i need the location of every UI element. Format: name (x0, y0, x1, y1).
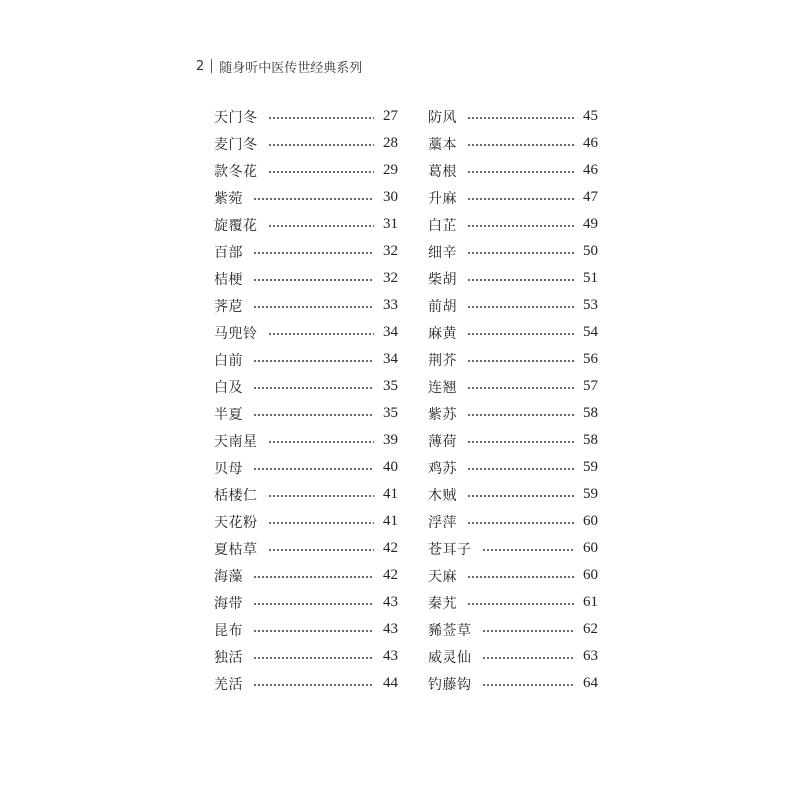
toc-entry (214, 103, 398, 130)
toc-entry-name: 荆芥 (428, 352, 457, 369)
toc-entry-name: 柴胡 (428, 271, 457, 288)
toc-entry-page: 42 (383, 540, 398, 556)
toc-entry-name: 威灵仙 (428, 649, 472, 666)
toc-entry-name: 麦门冬 (214, 136, 258, 153)
toc-entry-name: 羌活 (214, 676, 243, 693)
toc-entry-page: 51 (583, 270, 598, 286)
toc-entry (428, 589, 598, 616)
toc-entry-page: 43 (383, 621, 398, 637)
toc-entry (214, 292, 398, 319)
toc-entry (428, 103, 598, 130)
toc-entry-name: 藁本 (428, 136, 457, 153)
toc-entry-name: 独活 (214, 649, 243, 666)
toc-entry-name: 海带 (214, 595, 243, 612)
toc-entry-name: 防风 (428, 109, 457, 126)
dot-leader (467, 414, 574, 416)
dot-leader (467, 387, 574, 389)
toc-entry (428, 481, 598, 508)
toc-entry-page: 57 (583, 378, 598, 394)
toc-entry-name: 麻黄 (428, 325, 457, 342)
dot-leader (253, 387, 374, 389)
running-header (196, 56, 362, 76)
toc-entry-name: 桔梗 (214, 271, 243, 288)
dot-leader (268, 522, 375, 524)
dot-leader (253, 414, 374, 416)
toc-entry (214, 535, 398, 562)
toc-entry (428, 157, 598, 184)
toc-entry (214, 238, 398, 265)
toc-entry-name: 鸡苏 (428, 460, 457, 477)
dot-leader (467, 252, 574, 254)
toc-entry-page: 46 (583, 162, 598, 178)
toc-entry-page: 43 (383, 648, 398, 664)
dot-leader (253, 576, 374, 578)
dot-leader (268, 225, 375, 227)
toc-entry-page: 34 (383, 324, 398, 340)
toc-entry (428, 319, 598, 346)
toc-entry-name: 百部 (214, 244, 243, 261)
toc-entry (428, 238, 598, 265)
toc-entry-name: 秦艽 (428, 595, 457, 612)
toc-entry (214, 427, 398, 454)
toc-entry-name: 天花粉 (214, 514, 258, 531)
toc-entry-name: 葛根 (428, 163, 457, 180)
toc-entry (428, 616, 598, 643)
toc-entry-page: 33 (383, 297, 398, 313)
toc-entry-page: 50 (583, 243, 598, 259)
dot-leader (467, 225, 574, 227)
toc-entry (428, 643, 598, 670)
toc-entry-name: 紫菀 (214, 190, 243, 207)
dot-leader (467, 279, 574, 281)
toc-entry-name: 白前 (214, 352, 243, 369)
toc-entry (214, 670, 398, 697)
toc-entry-page: 60 (583, 540, 598, 556)
dot-leader (482, 684, 575, 686)
dot-leader (467, 333, 574, 335)
toc-entry-name: 紫苏 (428, 406, 457, 423)
dot-leader (268, 495, 375, 497)
toc-entry (214, 157, 398, 184)
dot-leader (253, 603, 374, 605)
toc-entry (428, 454, 598, 481)
toc-entry-name: 款冬花 (214, 163, 258, 180)
dot-leader (482, 549, 575, 551)
toc-entry (214, 319, 398, 346)
dot-leader (467, 522, 574, 524)
toc-entry-page: 28 (383, 135, 398, 151)
toc-entry-page: 53 (583, 297, 598, 313)
toc-column-right (428, 103, 598, 697)
toc-entry (214, 508, 398, 535)
dot-leader (253, 468, 374, 470)
toc-entry-page: 54 (583, 324, 598, 340)
toc-entry-name: 半夏 (214, 406, 243, 423)
toc-entry-page: 58 (583, 432, 598, 448)
toc-entry-page: 59 (583, 459, 598, 475)
toc-entry-name: 钓藤钩 (428, 676, 472, 693)
toc-entry-page: 34 (383, 351, 398, 367)
toc-entry-name: 海藻 (214, 568, 243, 585)
toc-entry-page: 46 (583, 135, 598, 151)
toc-entry (214, 400, 398, 427)
toc-entry (214, 346, 398, 373)
toc-entry (214, 130, 398, 157)
toc-entry-name: 前胡 (428, 298, 457, 315)
toc-entry-name: 天南星 (214, 433, 258, 450)
toc-entry (214, 481, 398, 508)
toc-entry-page: 35 (383, 405, 398, 421)
toc-entry-page: 58 (583, 405, 598, 421)
toc-entry (428, 373, 598, 400)
toc-entry (428, 265, 598, 292)
dot-leader (253, 252, 374, 254)
toc-entry-page: 31 (383, 216, 398, 232)
toc-entry (428, 562, 598, 589)
toc-entry-name: 连翘 (428, 379, 457, 396)
dot-leader (467, 360, 574, 362)
toc-entry-page: 62 (583, 621, 598, 637)
toc-entry-name: 白及 (214, 379, 243, 396)
toc-entry-name: 昆布 (214, 622, 243, 639)
toc-entry-name: 豨莶草 (428, 622, 472, 639)
toc-entry (428, 211, 598, 238)
toc-entry (214, 265, 398, 292)
toc-entry-name: 苍耳子 (428, 541, 472, 558)
dot-leader (467, 441, 574, 443)
dot-leader (253, 306, 374, 308)
dot-leader (268, 333, 375, 335)
toc-entry (428, 535, 598, 562)
toc-entry-page: 30 (383, 189, 398, 205)
dot-leader (467, 198, 574, 200)
toc-entry (428, 427, 598, 454)
dot-leader (467, 171, 574, 173)
toc-entry-page: 35 (383, 378, 398, 394)
toc-entry-page: 40 (383, 459, 398, 475)
dot-leader (253, 657, 374, 659)
toc-entry (214, 211, 398, 238)
toc-entry-name: 升麻 (428, 190, 457, 207)
toc-entry (428, 400, 598, 427)
toc-entry (214, 616, 398, 643)
toc-entry-name: 夏枯草 (214, 541, 258, 558)
dot-leader (253, 279, 374, 281)
toc-entry (428, 130, 598, 157)
dot-leader (268, 549, 375, 551)
toc-entry-name: 浮萍 (428, 514, 457, 531)
toc-entry-name: 旋覆花 (214, 217, 258, 234)
toc-entry-name: 荠苨 (214, 298, 243, 315)
toc-column-left (214, 103, 398, 697)
toc-entry (214, 454, 398, 481)
toc-entry-page: 47 (583, 189, 598, 205)
toc-entry-page: 49 (583, 216, 598, 232)
toc-entry-name: 细辛 (428, 244, 457, 261)
toc-entry-name: 天麻 (428, 568, 457, 585)
toc-entry-page: 41 (383, 513, 398, 529)
dot-leader (467, 306, 574, 308)
dot-leader (467, 144, 574, 146)
dot-leader (482, 630, 575, 632)
toc-entry-page: 61 (583, 594, 598, 610)
dot-leader (482, 657, 575, 659)
toc-entry-page: 43 (383, 594, 398, 610)
toc-entry-page: 56 (583, 351, 598, 367)
toc-entry-page: 64 (583, 675, 598, 691)
toc-entry-name: 白芷 (428, 217, 457, 234)
toc-entry (428, 346, 598, 373)
toc-entry-name: 栝楼仁 (214, 487, 258, 504)
toc-entry-page: 39 (383, 432, 398, 448)
dot-leader (268, 144, 375, 146)
toc-entry-page: 27 (383, 108, 398, 124)
toc-entry-name: 马兜铃 (214, 325, 258, 342)
toc-entry (428, 508, 598, 535)
dot-leader (467, 603, 574, 605)
toc-entry-page: 29 (383, 162, 398, 178)
dot-leader (253, 684, 374, 686)
toc-entry (214, 184, 398, 211)
toc-entry-page: 60 (583, 513, 598, 529)
toc-entry-page: 63 (583, 648, 598, 664)
toc-entry-name: 木贼 (428, 487, 457, 504)
toc-entry (214, 643, 398, 670)
toc-entry-page: 41 (383, 486, 398, 502)
toc-entry-page: 32 (383, 243, 398, 259)
page-number: 2 (196, 58, 205, 74)
toc-entry (214, 562, 398, 589)
dot-leader (268, 171, 375, 173)
dot-leader (467, 576, 574, 578)
toc-entry (428, 292, 598, 319)
toc-entry (214, 589, 398, 616)
toc-entry (214, 373, 398, 400)
series-title: 随身听中医传世经典系列 (219, 60, 363, 76)
toc-entry-name: 贝母 (214, 460, 243, 477)
dot-leader (467, 495, 574, 497)
toc-entry-page: 44 (383, 675, 398, 691)
dot-leader (253, 198, 374, 200)
header-divider (211, 59, 212, 73)
dot-leader (268, 441, 375, 443)
dot-leader (253, 630, 374, 632)
toc-entry-name: 天门冬 (214, 109, 258, 126)
dot-leader (268, 117, 375, 119)
dot-leader (467, 117, 574, 119)
toc-entry-name: 薄荷 (428, 433, 457, 450)
toc-entry-page: 45 (583, 108, 598, 124)
toc-entry-page: 42 (383, 567, 398, 583)
toc-entry (428, 184, 598, 211)
toc-entry-page: 60 (583, 567, 598, 583)
toc-entry-page: 59 (583, 486, 598, 502)
dot-leader (467, 468, 574, 470)
toc-entry-page: 32 (383, 270, 398, 286)
dot-leader (253, 360, 374, 362)
toc-entry (428, 670, 598, 697)
